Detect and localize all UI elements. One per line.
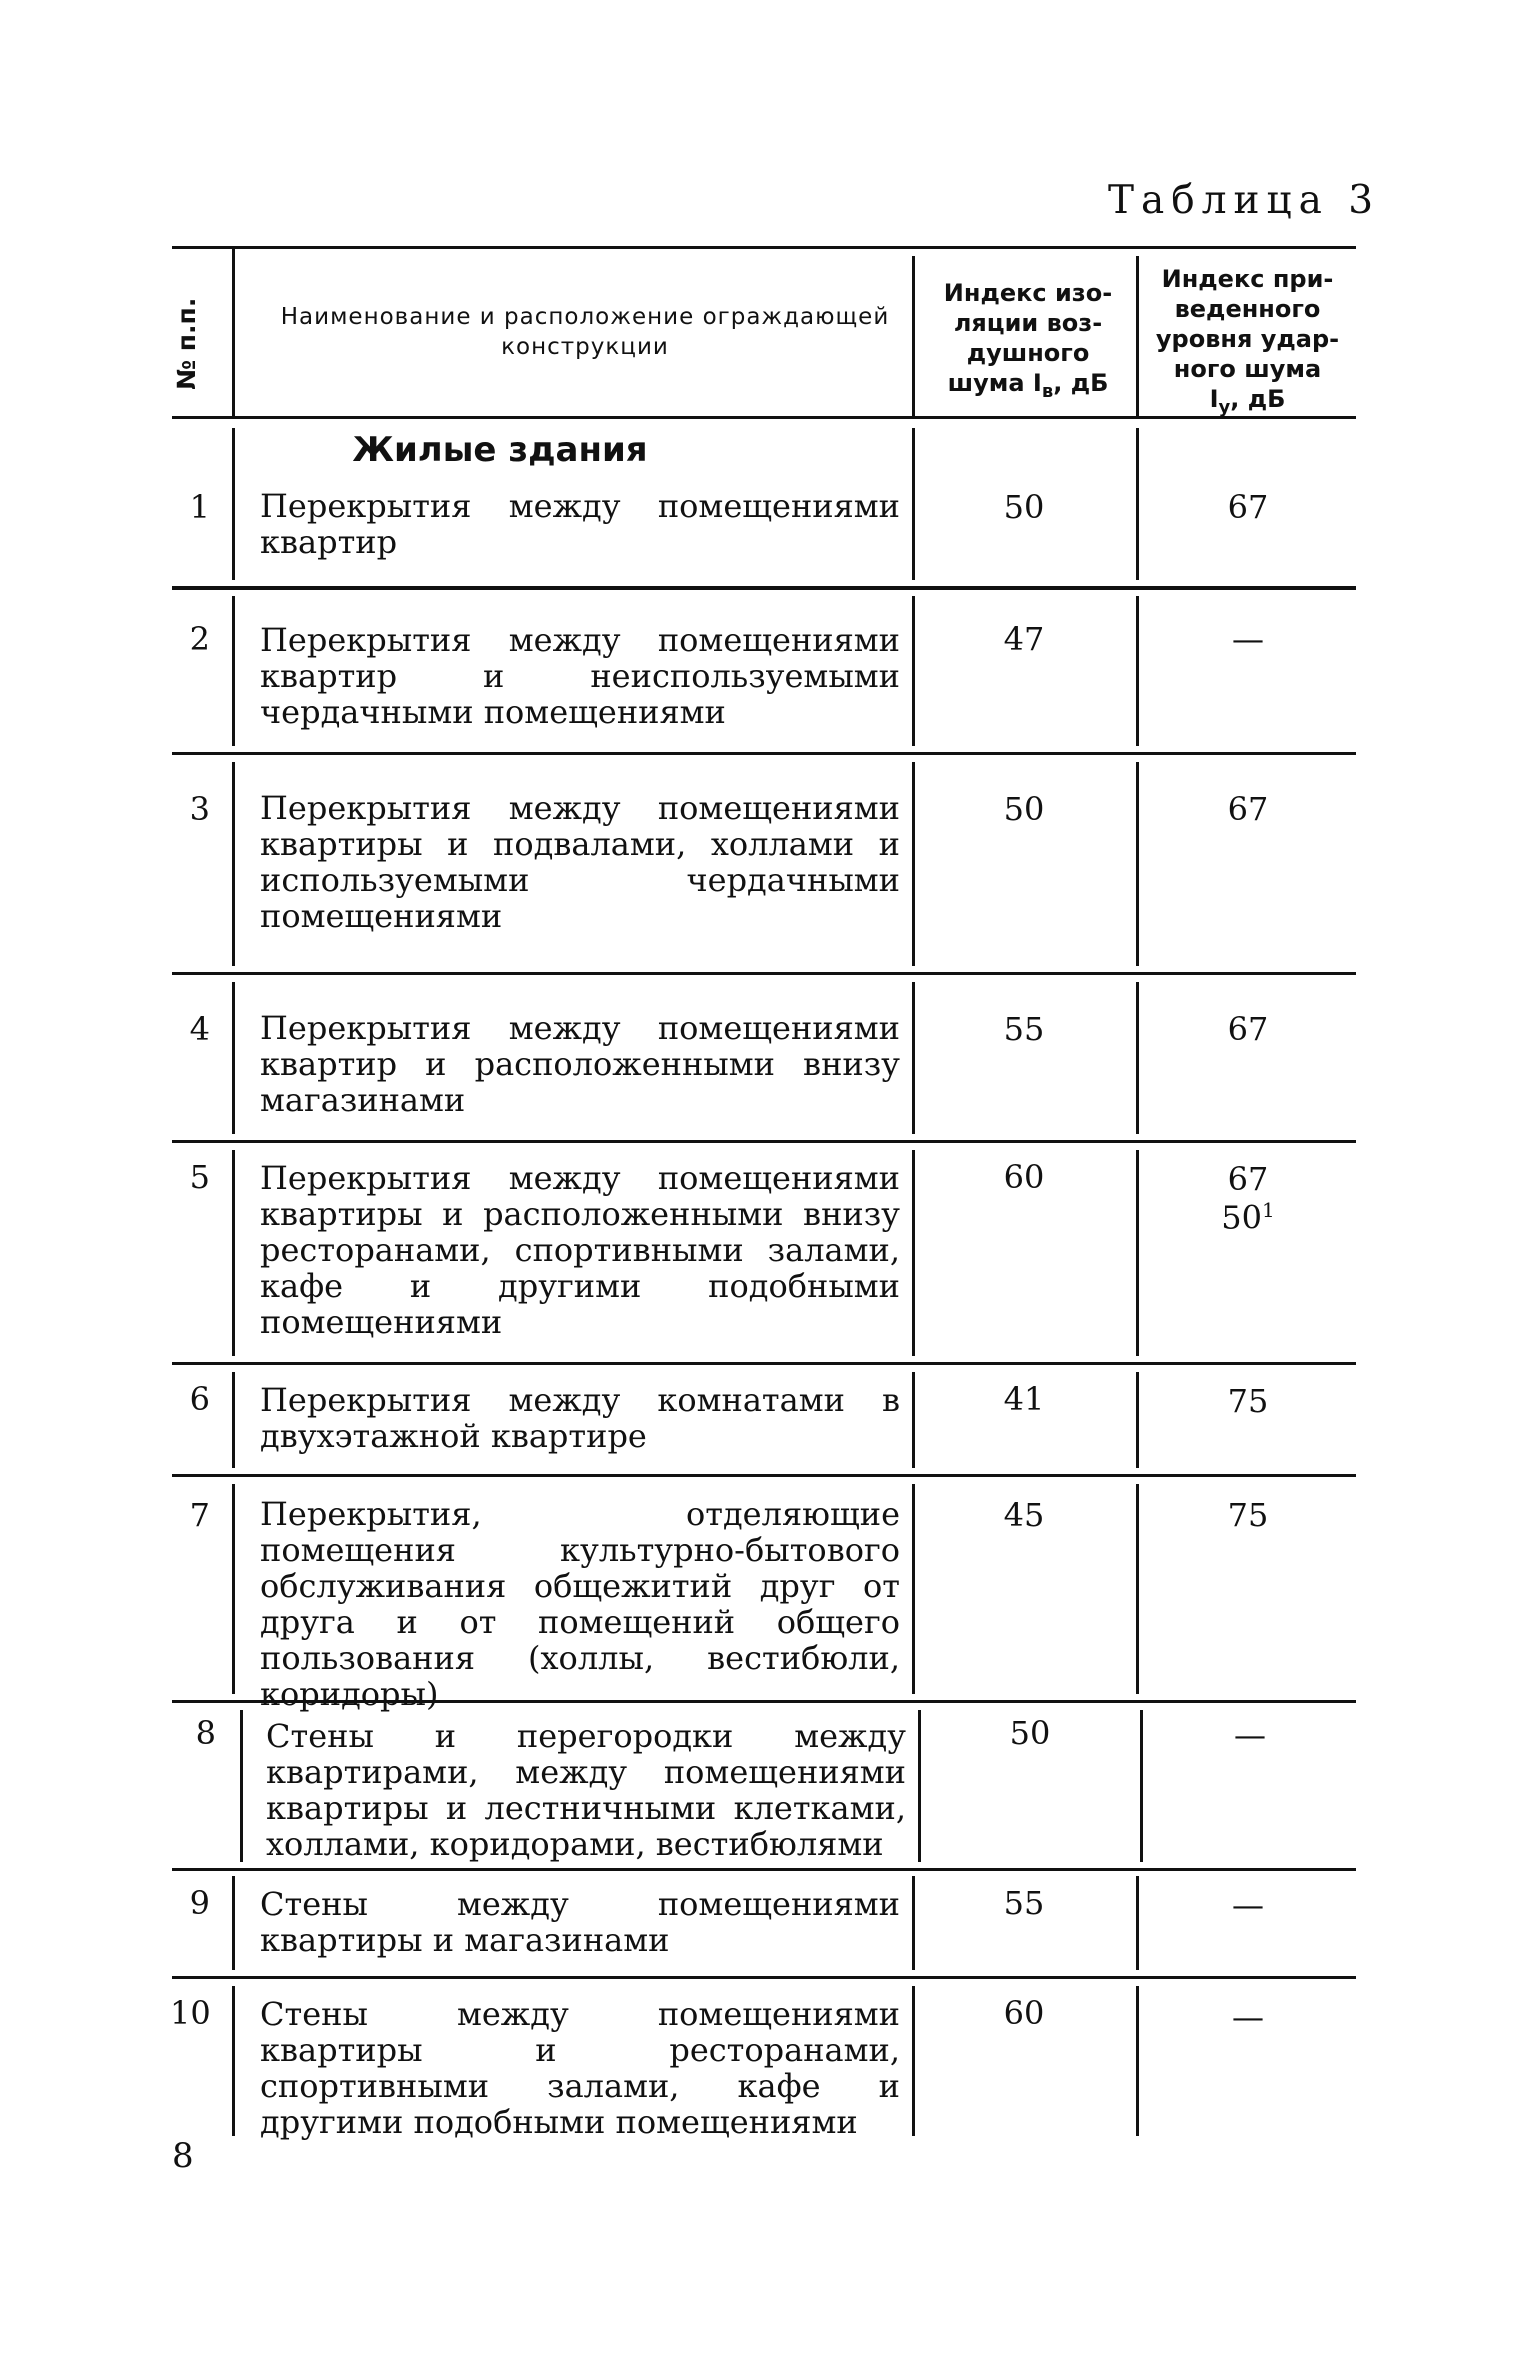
row-number: 5 xyxy=(189,1158,210,1196)
row-index-impact: 75 xyxy=(1227,1496,1269,1534)
row-index-airborne: 50 xyxy=(1003,488,1045,526)
rule-row-3 xyxy=(172,972,1356,975)
header-iv-line-4 xyxy=(918,368,1138,407)
vrule-4c xyxy=(1136,982,1139,1134)
row-description: Перекрытия между помещениями квартир и расположенными внизу магазинами xyxy=(260,1009,900,1119)
row-index-airborne: 55 xyxy=(1003,1010,1045,1048)
vrule-5c xyxy=(1136,1150,1139,1356)
row-index-impact: 75 xyxy=(1227,1382,1269,1420)
row-description: Перекрытия между помещениями квартир и неиспользуемыми чердачными помещениями xyxy=(260,621,900,731)
vrule-header-2 xyxy=(912,256,915,418)
vrule-5a xyxy=(232,1150,235,1356)
rule-row-4 xyxy=(172,1140,1356,1143)
header-iy-line-1: Индекс при- xyxy=(1161,265,1334,293)
row-description: Перекрытия между помещениями квартиры и расположенными внизу ресторанами, спортивными залами, кафе и другими подобными помещениями xyxy=(260,1159,900,1341)
row-index-impact: 67 xyxy=(1227,1160,1269,1198)
header-iv-symbol: шума I xyxy=(947,369,1042,397)
vrule-6c xyxy=(1136,1372,1139,1468)
rule-row-1 xyxy=(172,586,1356,590)
vrule-9c xyxy=(1136,1876,1139,1970)
vrule-1a xyxy=(232,428,235,580)
row-number: 2 xyxy=(189,620,210,658)
row-index-airborne: 47 xyxy=(1003,620,1045,658)
row-description: Стены между помещениями квартиры и магазинами xyxy=(260,1885,900,1959)
row-index-impact: — xyxy=(1234,1716,1266,1754)
vrule-4a xyxy=(232,982,235,1134)
vrule-6b xyxy=(912,1372,915,1468)
footnote-mark: 1 xyxy=(1261,1198,1275,1222)
vrule-4b xyxy=(912,982,915,1134)
header-name: Наименование и расположение ограждающей конструкции xyxy=(280,304,890,360)
header-iv-line-2: ляции воз- xyxy=(953,309,1103,337)
header-iv-line-1: Индекс изо- xyxy=(943,279,1113,307)
vrule-2a xyxy=(232,596,235,746)
row-description: Стены и перегородки между квартирами, между помещениями квартиры и лестничными клетками, холлами, коридорами, вестибюлями xyxy=(266,1717,906,1863)
section-title: Жилые здания xyxy=(352,430,648,470)
header-iy-line-4: ного шума xyxy=(1173,355,1322,383)
table-caption: Таблица 3 xyxy=(1108,178,1381,223)
page-number: 8 xyxy=(172,2136,194,2176)
header-number: № п.п. xyxy=(172,297,201,390)
vrule-10b xyxy=(912,1986,915,2136)
row-index-impact-alt-value: 50 xyxy=(1221,1198,1262,1237)
vrule-9a xyxy=(232,1876,235,1970)
vrule-7b xyxy=(912,1484,915,1694)
vrule-3a xyxy=(232,762,235,966)
header-iy-line-5 xyxy=(1140,384,1355,423)
vrule-7a xyxy=(232,1484,235,1694)
vrule-8c xyxy=(1140,1710,1143,1862)
vrule-2b xyxy=(912,596,915,746)
row-index-impact: — xyxy=(1232,1886,1264,1924)
vrule-10a xyxy=(232,1986,235,2136)
header-iv-line-3: душного xyxy=(966,339,1090,367)
row-number: 7 xyxy=(189,1496,210,1534)
vrule-1b xyxy=(912,428,915,580)
vrule-2c xyxy=(1136,596,1139,746)
header-iy-line-2: веденного xyxy=(1174,295,1321,323)
row-index-airborne: 45 xyxy=(1003,1496,1045,1534)
row-index-airborne: 50 xyxy=(1009,1714,1051,1752)
header-iy-line-3: уровня удар- xyxy=(1155,325,1340,353)
header-iy-unit: , дБ xyxy=(1230,385,1286,413)
row-number: 10 xyxy=(170,1994,211,2032)
row-description: Перекрытия между помещениями квартир xyxy=(260,487,900,561)
row-description: Стены между помещениями квартиры и ресторанами, спортивными залами, кафе и другими подобными помещениями xyxy=(260,1995,900,2141)
row-index-airborne: 60 xyxy=(1003,1994,1045,2032)
header-iv-subscript: в xyxy=(1041,380,1054,402)
vrule-header-1 xyxy=(232,248,235,418)
vrule-1c xyxy=(1136,428,1139,580)
vrule-8b xyxy=(918,1710,921,1862)
vrule-3c xyxy=(1136,762,1139,966)
vrule-6a xyxy=(232,1372,235,1468)
row-description: Перекрытия между помещениями квартиры и подвалами, холлами и используемыми чердачными помещениями xyxy=(260,789,900,935)
row-index-impact: 67 xyxy=(1227,488,1269,526)
row-number: 6 xyxy=(189,1380,210,1418)
row-description: Перекрытия между комнатами в двухэтажной квартире xyxy=(260,1381,900,1455)
header-iv-unit: , дБ xyxy=(1053,369,1109,397)
rule-row-5 xyxy=(172,1362,1356,1365)
row-number: 8 xyxy=(195,1714,216,1752)
row-number: 1 xyxy=(189,488,210,526)
row-index-impact: — xyxy=(1232,1998,1264,2036)
header-index-impact xyxy=(1140,264,1355,423)
row-index-impact: 67 xyxy=(1227,790,1269,828)
row-index-airborne: 55 xyxy=(1003,1884,1045,1922)
header-iy-symbol: I xyxy=(1209,385,1219,413)
row-index-impact: — xyxy=(1232,620,1264,658)
rule-row-8 xyxy=(172,1868,1356,1871)
row-number: 3 xyxy=(189,790,210,828)
vrule-3b xyxy=(912,762,915,966)
rule-row-6 xyxy=(172,1474,1356,1477)
row-index-airborne: 50 xyxy=(1003,790,1045,828)
header-index-airborne xyxy=(918,278,1138,407)
row-number: 9 xyxy=(189,1884,210,1922)
row-number: 4 xyxy=(189,1010,210,1048)
vrule-8a xyxy=(240,1710,243,1862)
rule-top xyxy=(172,246,1356,249)
header-iy-subscript: у xyxy=(1218,396,1231,418)
row-index-airborne: 60 xyxy=(1003,1158,1045,1196)
rule-row-2 xyxy=(172,752,1356,755)
row-index-impact-alt xyxy=(1148,1198,1348,1237)
rule-row-9 xyxy=(172,1976,1356,1979)
vrule-5b xyxy=(912,1150,915,1356)
row-description: Перекрытия, отделяющие помещения культурно-бытового обслуживания общежитий друг от друга и от помещений общего пользования (холлы, вестибюли, коридоры) xyxy=(260,1495,900,1713)
vrule-7c xyxy=(1136,1484,1139,1694)
vrule-10c xyxy=(1136,1986,1139,2136)
row-index-airborne: 41 xyxy=(1003,1380,1045,1418)
vrule-9b xyxy=(912,1876,915,1970)
row-index-impact: 67 xyxy=(1227,1010,1269,1048)
